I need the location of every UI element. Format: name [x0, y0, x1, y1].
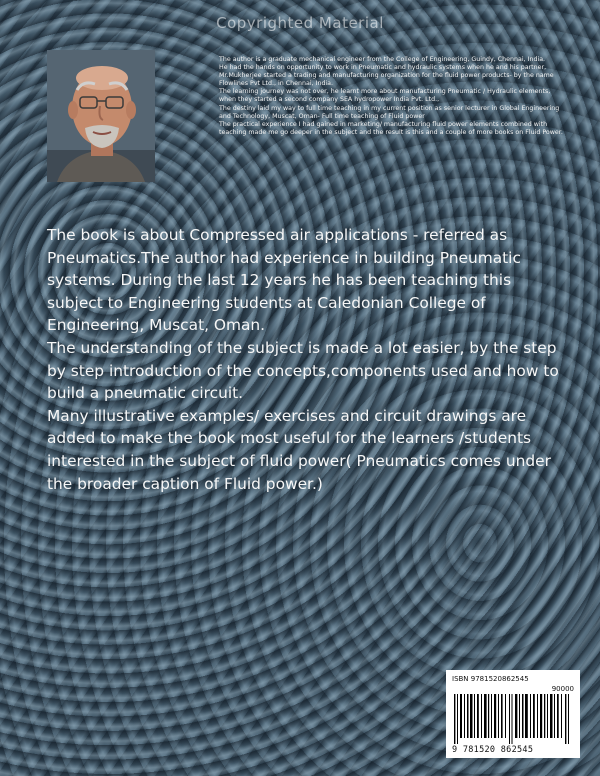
description-paragraph: Many illustrative examples/ exercises and circuit drawings are added to make the book most useful for the learners /students interested in the subject of fluid power( Pneumatics comes under the broader caption of Fluid power.): [47, 406, 551, 493]
description-paragraph: The book is about Compressed air applications - referred as Pneumatics.The author had experience in building Pneumatic systems. During the last 12 years he has been teaching this subject to Engineering students at Caledonian College of Engineering, Muscat, Oman.: [47, 226, 521, 335]
author-bio: [219, 56, 564, 137]
isbn-barcode: [446, 670, 580, 758]
description-paragraph: The understanding of the subject is made a lot easier, by the step by step introduction of the concepts,components used and how to build a pneumatic circuit.: [47, 338, 559, 403]
bio-paragraph: The learning journey was not over, he learnt more about manufacturing Pneumatic / Hydraulic elements, when they started a second company SEA hydropower India Pvt. Ltd.,: [219, 88, 551, 104]
bio-paragraph: He had the hands on opportunity to work in Pneumatic and hydraulic systems when he and his partner, Mr.Mukherjee started a trading and manufacturing organization for the fluid power products- by the name Flowlines Pvt Ltd., in Chennai, India.: [219, 64, 554, 88]
bio-paragraph: The practical experience I had gained in marketing/ manufacturing fluid power elements combined with teaching made me go deeper in the subject and the result is this and a couple of more books on Fluid Power.: [219, 120, 563, 136]
price-code: 90000: [551, 685, 574, 693]
barcode-digits: 9 781520 862545: [452, 745, 534, 755]
author-photo: [47, 50, 155, 182]
bio-paragraph: The author is a graduate mechanical engineer from the College of Engineering, Guindy, Chennai, India.: [219, 56, 546, 63]
bio-paragraph: The destiny laid my way to full time teaching in my current position as senior lecturer in Global Engineering and Technology, Muscat, Oman- Full time teaching of Fluid power: [219, 104, 560, 120]
isbn-label: ISBN 9781520862545: [452, 675, 529, 683]
author-portrait-illustration: [47, 50, 155, 182]
barcode-bars: [454, 694, 572, 744]
copyright-watermark: Copyrighted Material: [216, 14, 384, 32]
book-description: [47, 224, 567, 495]
